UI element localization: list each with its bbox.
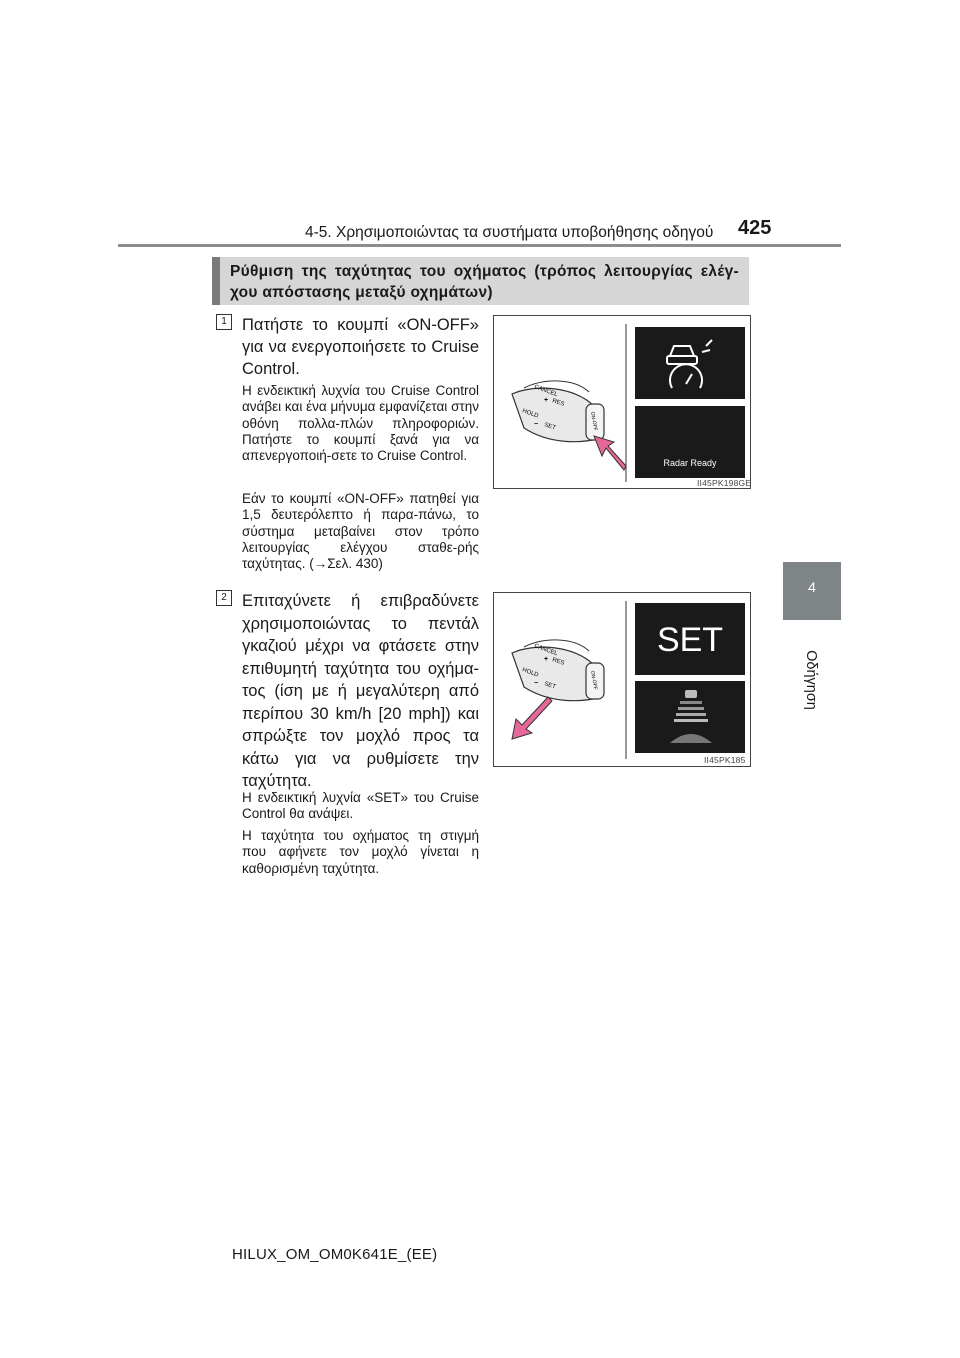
section-heading: Ρύθμιση της ταχύτητας του οχήματος (τρόπος λειτουργίας ελέγ-χου απόστασης μεταξύ οχημάτων) [212, 257, 749, 305]
step-number-1: 1 [216, 314, 232, 330]
page-number: 425 [738, 217, 772, 239]
figure-1-code: II45PK198GE [697, 478, 752, 488]
lever2-label-plus: + [544, 656, 549, 663]
step-1-note-2: Εάν το κουμπί «ON-OFF» πατηθεί για 1,5 δευτερόλεπτο ή παρα-πάνω, το σύστημα μεταβαίνει στον τρόπο λειτουργίας ελέγχου σταθε-ρής ταχύτητας. (→Σελ. 430) [242, 491, 479, 572]
cruise-lever-illustration [512, 381, 604, 442]
chapter-tab-label: Οδήγηση [803, 650, 819, 710]
step-number-2: 2 [216, 590, 232, 606]
figure-2-illustration [494, 593, 750, 766]
lever-label-minus: − [534, 421, 539, 428]
header-rule [118, 244, 841, 247]
figure-cruise-on-off [493, 315, 751, 489]
lever2-label-set: SET [543, 681, 557, 691]
footer-document-code: HILUX_OM_OM0K641E_(EE) [232, 1246, 438, 1263]
lever2-label-minus: − [534, 680, 539, 687]
lever2-label-res: RES [551, 657, 565, 667]
chapter-tab-label-wrapper [798, 630, 824, 730]
chapter-tab [783, 562, 841, 620]
cruise-lever-illustration-2 [512, 640, 604, 701]
lever2-label-on-off: ON-OFF [589, 670, 599, 691]
step-2-note-2: Η ταχύτητα του οχήματος τη στιγμή που αφήνετε τον μοχλό γίνεται η καθορισμένη ταχύτητα. [242, 828, 479, 876]
step-1-note-1: Η ενδεικτική λυχνία του Cruise Control ανάβει και ένα μήνυμα εμφανίζεται στην οθόνη πολλα-πλών πληροφοριών. Πατήστε το κουμπί ξανά για να απενεργοποιή-σετε το Cruise Control. [242, 383, 479, 464]
lever-label-res: RES [551, 398, 565, 408]
figure-2-code: II45PK185 [704, 755, 746, 765]
lever-label-hold: HOLD [521, 408, 540, 420]
figure-cruise-set [493, 592, 751, 767]
header-chapter-title: 4-5. Χρησιμοποιώντας τα συστήματα υποβοήθησης οδηγού [305, 224, 714, 241]
lever-label-plus: + [544, 397, 549, 404]
step-2-note-1: Η ενδεικτική λυχνία «SET» του Cruise Control θα ανάψει. [242, 790, 479, 822]
lever2-label-cancel: CANCEL [533, 643, 559, 658]
display-text-set: SET [656, 621, 724, 659]
chapter-tab-number: 4 [808, 579, 816, 595]
push-down-arrow-icon [512, 697, 552, 739]
step-2-text: Επιταχύνετε ή επιβραδύνετε χρησιμοποιώντας το πεντάλ γκαζιού μέχρι να φτάσετε στην επιθυμητή ταχύτητα του οχήμα-τος (ίση με ή μεγαλύτερη από περίπου 30 km/h [20 mph]) και σπρώξτε τον μοχλό προς τα κάτω για να ρυθμίσετε την ταχύτητα. [242, 592, 479, 790]
lever-label-cancel: CANCEL [533, 384, 559, 399]
lever-label-set: SET [543, 422, 557, 432]
lever-label-on-off: ON-OFF [589, 411, 599, 432]
lever2-label-hold: HOLD [521, 667, 540, 679]
step-1-text: Πατήστε το κουμπί «ON-OFF» για να ενεργοποιήσετε το Cruise Control. [242, 316, 479, 378]
display-text-radar-ready: Radar Ready [663, 458, 717, 468]
figure-1-illustration [494, 316, 750, 488]
press-arrow-icon [594, 436, 626, 470]
